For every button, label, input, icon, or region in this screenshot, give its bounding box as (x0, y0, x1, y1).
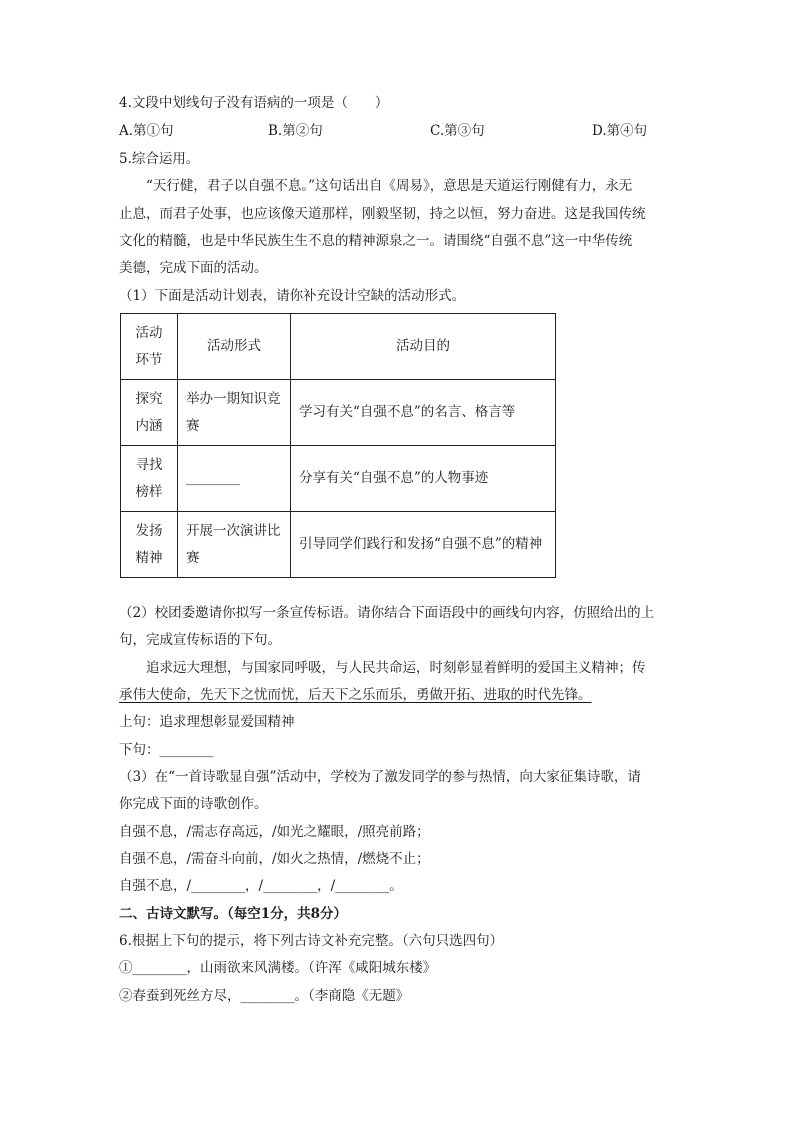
q5-intro-line: 美德，完成下面的活动。 (119, 260, 268, 276)
cell-stage: 发扬精神 (121, 512, 178, 578)
cell-goal: 学习有关“自强不息”的名言、格言等 (291, 380, 556, 446)
q4-stem: 4.文段中划线句子没有语病的一项是（ ） (119, 95, 389, 111)
cell-goal: 引导同学们践行和发扬“自强不息”的精神 (291, 512, 556, 578)
q4-option-d: D.第④句 (592, 123, 648, 139)
table-row (121, 380, 556, 446)
q4-option-b: B.第②句 (268, 123, 323, 139)
slogan-upper: 上句：追求理想彰显爱国精神 (119, 714, 295, 730)
q5-title: 5.综合运用。 (119, 151, 200, 167)
q6-item[interactable]: ①________，山雨欲来风满楼。（许浑《咸阳城东楼》 (119, 960, 437, 976)
table-header-row (121, 314, 556, 380)
q5-part3-prompt: （3）在“一首诗歌显自强”活动中，学校为了激发同学的参与热情，向大家征集诗歌，请 (119, 769, 641, 785)
cell-goal: 分享有关“自强不息”的人物事迹 (291, 446, 556, 512)
header-goal: 活动目的 (291, 314, 556, 380)
poem-line: 自强不息，/需志存高远，/如光之耀眼，/照亮前路； (119, 824, 430, 840)
cell-form: 举办一期知识竞赛 (178, 380, 291, 446)
table-row (121, 512, 556, 578)
q5-part1-prompt: （1）下面是活动计划表，请你补充设计空缺的活动形式。 (119, 288, 466, 304)
q5-part2-prompt: 句，完成宣传标语的下句。 (119, 632, 281, 648)
header-stage: 活动环节 (121, 314, 178, 380)
cell-stage: 寻找榜样 (121, 446, 178, 512)
q5-intro-line: 止息，而君子处事，也应该像天道那样，刚毅坚韧，持之以恒，努力奋进。这是我国传统 (119, 206, 646, 222)
q5-part2-prompt: （2）校团委邀请你拟写一条宣传标语。请你结合下面语段中的画线句内容，仿照给出的上 (119, 605, 655, 621)
q4-option-a: A.第①句 (119, 123, 174, 139)
q4-option-c: C.第③句 (430, 123, 485, 139)
table-row (121, 446, 556, 512)
slogan-lower-blank[interactable]: 下句：________ (119, 742, 214, 758)
q5-intro-line: “天行健，君子以自强不息。”这句话出自《周易》，意思是天道运行刚健有力，永无 (146, 178, 633, 194)
poem-line-blank[interactable]: 自强不息，/________，/________，/________。 (119, 878, 403, 894)
cell-form-blank[interactable]: ________ (178, 446, 291, 512)
passage-underlined-line: 承伟大使命，先天下之忧而忧，后天下之乐而乐，勇做开拓、进取的时代先锋。 (119, 687, 592, 703)
q5-part3-prompt: 你完成下面的诗歌创作。 (119, 796, 268, 812)
section2-heading: 二、古诗文默写。（每空1分，共8分） (119, 906, 348, 922)
q6-item[interactable]: ②春蚕到死丝方尽，________。（李商隐《无题》 (119, 988, 410, 1004)
poem-line: 自强不息，/需奋斗向前，/如火之热情，/燃烧不止； (119, 851, 430, 867)
passage-line: 追求远大理想，与国家同呼吸，与人民共命运，时刻彰显着鲜明的爱国主义精神；传 (146, 660, 646, 676)
activity-plan-table (120, 313, 556, 578)
cell-stage: 探究内涵 (121, 380, 178, 446)
cell-form: 开展一次演讲比赛 (178, 512, 291, 578)
header-form: 活动形式 (178, 314, 291, 380)
q5-intro-line: 文化的精髓，也是中华民族生生不息的精神源泉之一。请围绕“自强不息”这一中华传统 (119, 233, 633, 249)
q6-stem: 6.根据上下句的提示，将下列古诗文补充完整。（六句只选四句） (119, 933, 504, 949)
